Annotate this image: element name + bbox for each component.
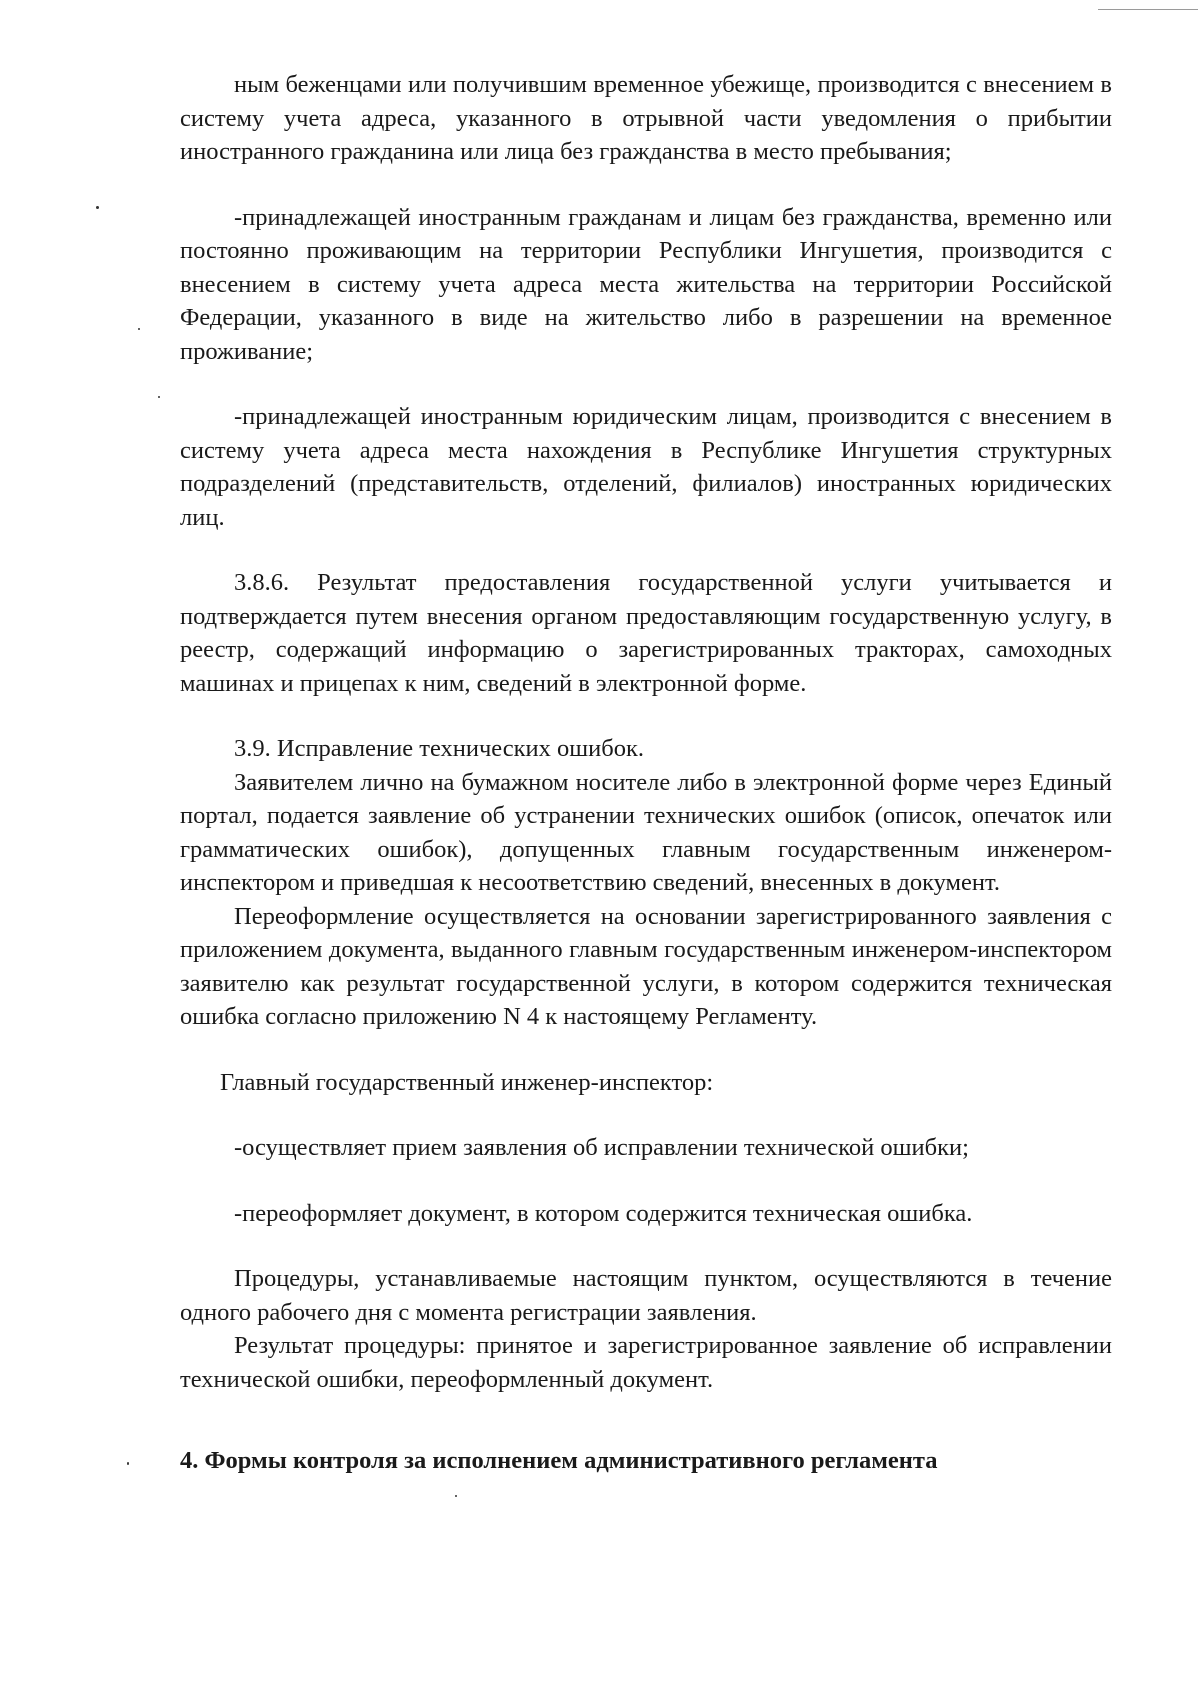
paragraph-procedure-result: Результат процедуры: принятое и зарегистрированное заявление об исправлении технической ошибки, переоформленный документ. xyxy=(180,1332,1112,1393)
top-edge-rule xyxy=(1098,9,1198,10)
paragraph-3-9-title: 3.9. Исправление технических ошибок. xyxy=(234,735,645,762)
list-item-accepts-application: -осуществляет прием заявления об исправлении технической ошибки; xyxy=(234,1134,969,1161)
scan-speck xyxy=(127,1462,129,1465)
document-body xyxy=(180,68,1112,1478)
scan-speck xyxy=(138,328,140,330)
paragraph-procedures-term: Процедуры, устанавливаемые настоящим пунктом, осуществляются в течение одного рабочего дня с момента регистрации заявления. xyxy=(180,1265,1112,1326)
scan-speck xyxy=(158,396,160,398)
paragraph-chief-inspector: Главный государственный инженер-инспектор: xyxy=(220,1068,714,1096)
paragraph-3-8-6: 3.8.6. Результат предоставления государственной услуги учитывается и подтверждается путем внесения органом предоставляющим государственную услугу, в реестр, содержащий информацию о зарегистрированных тракторах, самоходных машинах и прицепах к ним, сведений в электронной форме. xyxy=(180,569,1112,697)
paragraph-reissue: Переоформление осуществляется на основании зарегистрированного заявления с приложением документа, выданного главным государственным инженером-инспектором заявителю как результат государственной услуги, в котором содержится техническая ошибка согласно приложению N 4 к настоящему Регламенту. xyxy=(180,902,1112,1030)
list-item-reissues-document: -переоформляет документ, в котором содержится техническая ошибка. xyxy=(234,1199,973,1227)
scan-speck xyxy=(96,206,99,209)
section-heading: 4. Формы контроля за исполнением административного регламента xyxy=(180,1447,938,1474)
paragraph-foreign-citizens: -принадлежащей иностранным гражданам и лицам без гражданства, временно или постоянно проживающим на территории Республики Ингушетия, производится с внесением в систему учета адреса места жительства на территории Российской Федерации, указанного в виде на жительство либо в разрешении на временное проживание; xyxy=(180,203,1112,365)
scan-speck xyxy=(455,1495,457,1497)
paragraph-continuation: ным беженцами или получившим временное убежище, производится с внесением в систему учета адреса, указанного в отрывной части уведомления о прибытии иностранного гражданина или лица без гражданства в место пребывания; xyxy=(180,71,1112,165)
paragraph-foreign-legal-entities: -принадлежащей иностранным юридическим лицам, производится с внесением в систему учета адреса места нахождения в Республике Ингушетия структурных подразделений (представительств, отделений, филиалов) иностранных юридических лиц. xyxy=(180,403,1112,531)
paragraph-applicant: Заявителем лично на бумажном носителе либо в электронной форме через Единый портал, подается заявление об устранении технических ошибок (описок, опечаток или грамматических ошибок), допущенных главным государственным инженером-инспектором и приведшая к несоответствию сведений, внесенных в документ. xyxy=(180,768,1112,896)
